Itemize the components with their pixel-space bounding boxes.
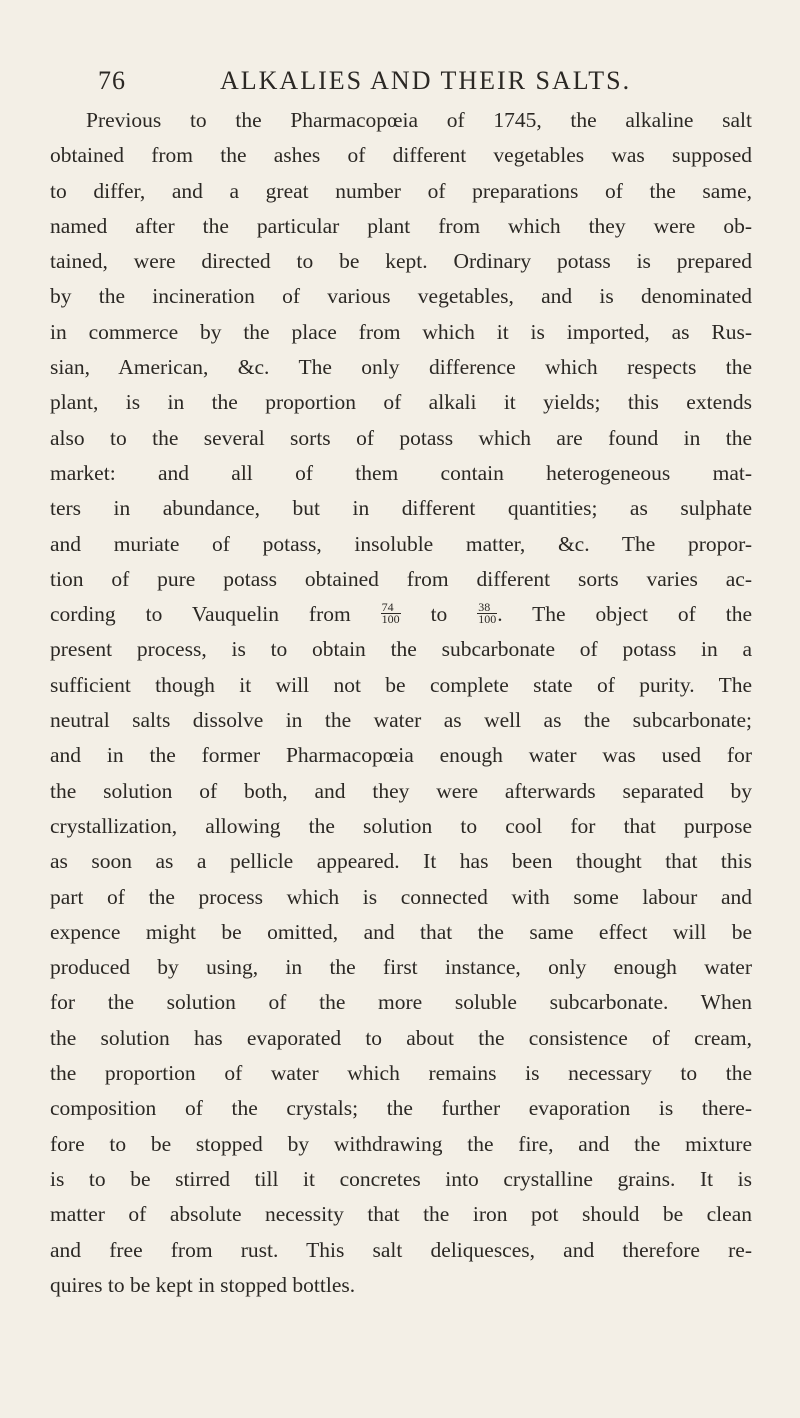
page-number: 76 <box>98 66 126 95</box>
text-line: in commerce by the place from which it is imported, as Rus- <box>50 319 752 344</box>
text-line-with-fractions <box>50 597 752 632</box>
text-line: plant, is in the proportion of alkali it yields; this extends <box>50 390 752 415</box>
text-line: matter of absolute necessity that the iron pot should be clean <box>50 1202 752 1227</box>
text-line: also to the several sorts of potass which are found in the <box>50 425 752 450</box>
text-line: by the incineration of various vegetables, and is denominated <box>50 284 752 309</box>
fraction-74-100: $\frac{74}{100}$ <box>381 600 400 627</box>
text-line: obtained from the ashes of different vegetables was supposed <box>50 143 752 168</box>
text-line: the proportion of water which remains is necessary to the <box>50 1061 752 1086</box>
text-line: composition of the crystals; the further evaporation is there- <box>50 1096 752 1121</box>
text-line: neutral salts dissolve in the water as well as the subcarbonate; <box>50 708 752 733</box>
text-line: tion of pure potass obtained from different sorts varies ac- <box>50 566 752 591</box>
fraction-line-middle: to <box>430 602 448 627</box>
fraction-38-100: $\frac{38}{100}$ <box>478 600 497 627</box>
text-line: and in the former Pharmacopœia enough water was used for <box>50 743 752 768</box>
text-line: is to be stirred till it concretes into crystalline grains. It is <box>50 1166 752 1191</box>
running-title: ALKALIES AND THEIR SALTS. <box>220 66 632 95</box>
fraction-line-after: . The object of the <box>497 602 753 627</box>
text-line: to differ, and a great number of preparations of the same, <box>50 178 752 203</box>
text-line: tained, were directed to be kept. Ordinary potass is prepared <box>50 249 752 274</box>
text-line: present process, is to obtain the subcarbonate of potass in a <box>50 637 752 662</box>
text-line: expence might be omitted, and that the same effect will be <box>50 919 752 944</box>
fraction-line-before: cording to Vauquelin from <box>50 602 351 627</box>
text-line: quires to be kept in stopped bottles. <box>50 1272 356 1297</box>
text-line: part of the process which is connected with some labour and <box>50 884 752 909</box>
text-line: and free from rust. This salt deliquesces, and therefore re- <box>50 1237 752 1262</box>
text-line: for the solution of the more soluble subcarbonate. When <box>50 990 752 1015</box>
text-line: sufficient though it will not be complete state of purity. The <box>50 672 752 697</box>
body-paragraph <box>50 103 752 1303</box>
text-line: and muriate of potass, insoluble matter, &c. The propor- <box>50 531 752 556</box>
text-line: the solution of both, and they were afterwards separated by <box>50 778 752 803</box>
text-line: produced by using, in the first instance, only enough water <box>50 955 752 980</box>
text-line: sian, American, &c. The only difference which respects the <box>50 355 752 380</box>
text-line: fore to be stopped by withdrawing the fire, and the mixture <box>50 1131 752 1156</box>
text-line: named after the particular plant from which they were ob- <box>50 213 752 238</box>
running-head <box>98 66 710 106</box>
text-line: crystallization, allowing the solution to cool for that purpose <box>50 813 752 838</box>
text-line: market: and all of them contain heterogeneous mat- <box>50 460 752 485</box>
text-line: Previous to the Pharmacopœia of 1745, the alkaline salt <box>86 108 752 132</box>
text-line: ters in abundance, but in different quantities; as sulphate <box>50 496 752 521</box>
text-line: the solution has evaporated to about the consistence of cream, <box>50 1025 752 1050</box>
text-line: as soon as a pellicle appeared. It has been thought that this <box>50 849 752 874</box>
